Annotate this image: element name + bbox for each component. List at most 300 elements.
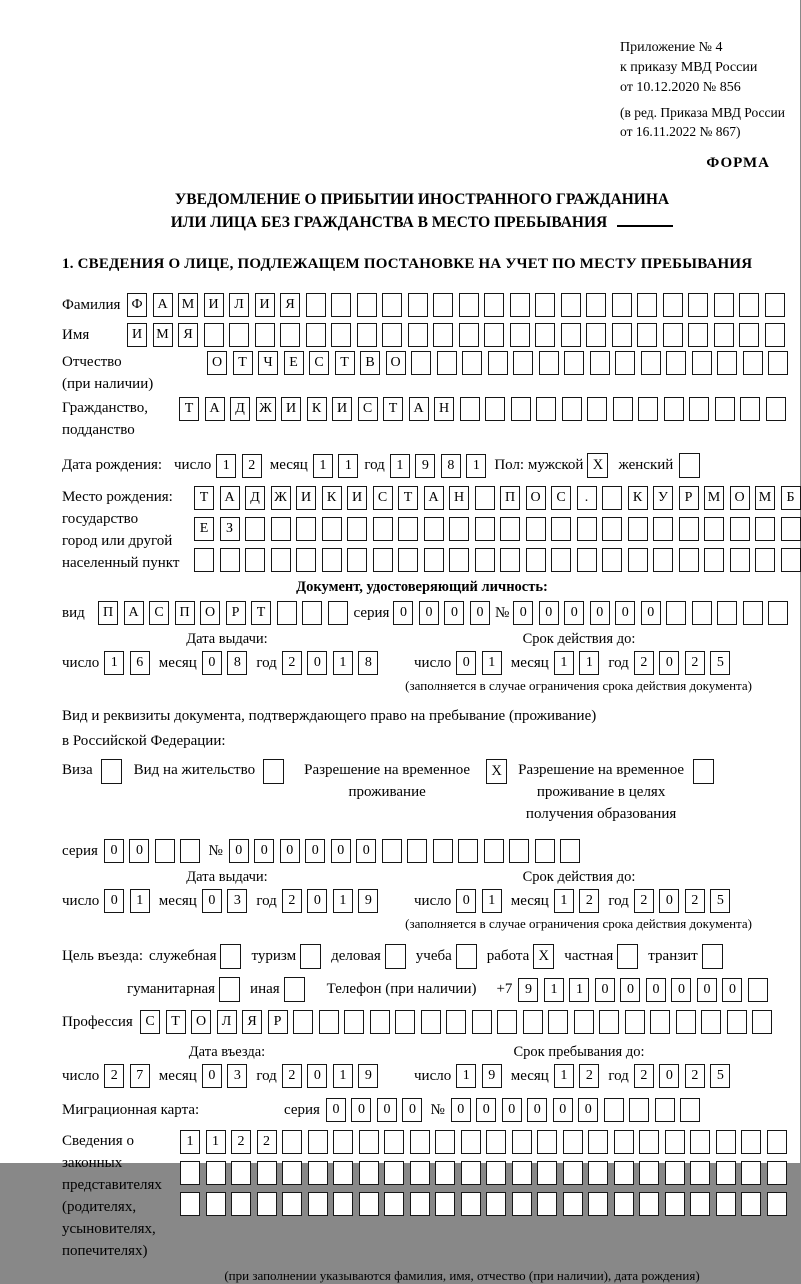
char-cell[interactable] (523, 1010, 543, 1034)
char-cell[interactable]: 1 (338, 454, 358, 478)
char-cell[interactable] (511, 397, 531, 421)
char-cell[interactable] (410, 1192, 430, 1216)
purpose-transit-checkbox[interactable] (702, 944, 723, 969)
char-cell[interactable] (333, 1130, 353, 1154)
char-cell[interactable] (308, 1192, 328, 1216)
char-cell[interactable] (384, 1192, 404, 1216)
char-cell[interactable] (462, 351, 482, 375)
char-cell[interactable] (359, 1161, 379, 1185)
char-cell[interactable] (384, 1161, 404, 1185)
char-cell[interactable] (535, 323, 555, 347)
char-cell[interactable] (614, 1192, 634, 1216)
char-cell[interactable]: 0 (419, 601, 439, 625)
char-cell[interactable] (384, 1130, 404, 1154)
char-cell[interactable] (535, 839, 555, 863)
char-cell[interactable] (458, 839, 478, 863)
char-cell[interactable]: 0 (307, 651, 327, 675)
char-cell[interactable] (717, 351, 737, 375)
residence-permit-checkbox[interactable] (263, 759, 284, 784)
char-cell[interactable] (382, 323, 402, 347)
char-cell[interactable]: И (127, 323, 147, 347)
char-cell[interactable]: 8 (441, 454, 461, 478)
char-cell[interactable]: 8 (358, 651, 378, 675)
char-cell[interactable]: 0 (444, 601, 464, 625)
char-cell[interactable] (727, 1010, 747, 1034)
char-cell[interactable] (625, 1010, 645, 1034)
temp-residence-education-checkbox[interactable] (693, 759, 714, 784)
char-cell[interactable]: Т (335, 351, 355, 375)
char-cell[interactable] (653, 548, 673, 572)
char-cell[interactable] (715, 397, 735, 421)
char-cell[interactable]: Н (434, 397, 454, 421)
char-cell[interactable] (308, 1130, 328, 1154)
char-cell[interactable] (577, 548, 597, 572)
purpose-official-checkbox[interactable] (220, 944, 241, 969)
char-cell[interactable] (588, 1192, 608, 1216)
char-cell[interactable]: 2 (634, 651, 654, 675)
char-cell[interactable] (526, 548, 546, 572)
char-cell[interactable] (615, 351, 635, 375)
char-cell[interactable] (296, 517, 316, 541)
char-cell[interactable]: Т (233, 351, 253, 375)
char-cell[interactable]: 0 (476, 1098, 496, 1122)
char-cell[interactable] (486, 1161, 506, 1185)
char-cell[interactable]: Е (194, 517, 214, 541)
char-cell[interactable] (614, 1161, 634, 1185)
char-cell[interactable] (730, 517, 750, 541)
char-cell[interactable] (781, 548, 801, 572)
char-cell[interactable]: Д (230, 397, 250, 421)
char-cell[interactable]: 1 (216, 454, 236, 478)
char-cell[interactable] (655, 1098, 675, 1122)
char-cell[interactable] (484, 293, 504, 317)
char-cell[interactable]: 0 (402, 1098, 422, 1122)
char-cell[interactable]: И (281, 397, 301, 421)
char-cell[interactable] (716, 1192, 736, 1216)
char-cell[interactable] (563, 1192, 583, 1216)
char-cell[interactable] (435, 1130, 455, 1154)
char-cell[interactable] (255, 323, 275, 347)
char-cell[interactable]: 1 (554, 651, 574, 675)
temp-residence-checkbox[interactable]: X (486, 759, 507, 784)
char-cell[interactable] (536, 397, 556, 421)
char-cell[interactable]: П (98, 601, 118, 625)
char-cell[interactable] (768, 601, 788, 625)
char-cell[interactable]: И (296, 486, 316, 510)
char-cell[interactable] (564, 351, 584, 375)
char-cell[interactable]: 0 (527, 1098, 547, 1122)
char-cell[interactable] (717, 601, 737, 625)
char-cell[interactable]: А (424, 486, 444, 510)
char-cell[interactable] (539, 351, 559, 375)
char-cell[interactable]: 2 (634, 1064, 654, 1088)
char-cell[interactable] (537, 1161, 557, 1185)
purpose-business-checkbox[interactable] (385, 944, 406, 969)
char-cell[interactable]: К (307, 397, 327, 421)
char-cell[interactable] (331, 293, 351, 317)
char-cell[interactable] (766, 397, 786, 421)
char-cell[interactable] (484, 839, 504, 863)
char-cell[interactable]: К (628, 486, 648, 510)
char-cell[interactable] (204, 323, 224, 347)
char-cell[interactable]: П (175, 601, 195, 625)
char-cell[interactable]: К (322, 486, 342, 510)
char-cell[interactable]: 5 (710, 889, 730, 913)
char-cell[interactable] (410, 1161, 430, 1185)
char-cell[interactable]: 0 (646, 978, 666, 1002)
char-cell[interactable] (461, 1161, 481, 1185)
char-cell[interactable] (639, 1192, 659, 1216)
char-cell[interactable] (421, 1010, 441, 1034)
visa-checkbox[interactable] (101, 759, 122, 784)
char-cell[interactable] (488, 351, 508, 375)
char-cell[interactable] (398, 517, 418, 541)
purpose-tourism-checkbox[interactable] (300, 944, 321, 969)
char-cell[interactable]: У (653, 486, 673, 510)
char-cell[interactable]: 1 (333, 651, 353, 675)
char-cell[interactable] (665, 1192, 685, 1216)
char-cell[interactable] (739, 323, 759, 347)
char-cell[interactable] (512, 1130, 532, 1154)
char-cell[interactable] (537, 1192, 557, 1216)
char-cell[interactable] (653, 517, 673, 541)
char-cell[interactable]: 1 (313, 454, 333, 478)
char-cell[interactable]: 0 (539, 601, 559, 625)
char-cell[interactable] (755, 517, 775, 541)
char-cell[interactable] (752, 1010, 772, 1034)
char-cell[interactable] (604, 1098, 624, 1122)
char-cell[interactable] (257, 1192, 277, 1216)
char-cell[interactable]: 2 (257, 1130, 277, 1154)
char-cell[interactable] (588, 1161, 608, 1185)
char-cell[interactable] (612, 323, 632, 347)
char-cell[interactable]: 0 (513, 601, 533, 625)
char-cell[interactable] (306, 293, 326, 317)
char-cell[interactable] (398, 548, 418, 572)
char-cell[interactable]: И (255, 293, 275, 317)
char-cell[interactable]: С (373, 486, 393, 510)
char-cell[interactable] (629, 1098, 649, 1122)
char-cell[interactable] (245, 517, 265, 541)
char-cell[interactable]: Р (226, 601, 246, 625)
char-cell[interactable]: М (153, 323, 173, 347)
char-cell[interactable]: С (140, 1010, 160, 1034)
char-cell[interactable] (704, 517, 724, 541)
char-cell[interactable]: 0 (620, 978, 640, 1002)
char-cell[interactable]: С (358, 397, 378, 421)
char-cell[interactable] (512, 1161, 532, 1185)
char-cell[interactable]: 1 (569, 978, 589, 1002)
char-cell[interactable]: О (207, 351, 227, 375)
char-cell[interactable] (574, 1010, 594, 1034)
char-cell[interactable]: 0 (470, 601, 490, 625)
char-cell[interactable] (781, 517, 801, 541)
char-cell[interactable] (410, 1130, 430, 1154)
char-cell[interactable]: 0 (326, 1098, 346, 1122)
char-cell[interactable] (740, 397, 760, 421)
char-cell[interactable]: 9 (358, 889, 378, 913)
char-cell[interactable]: 2 (579, 889, 599, 913)
char-cell[interactable]: . (577, 486, 597, 510)
char-cell[interactable]: 1 (333, 889, 353, 913)
char-cell[interactable] (271, 517, 291, 541)
char-cell[interactable] (433, 293, 453, 317)
char-cell[interactable] (561, 323, 581, 347)
char-cell[interactable] (347, 517, 367, 541)
char-cell[interactable]: Р (268, 1010, 288, 1034)
sex-female-checkbox[interactable] (679, 453, 700, 478)
char-cell[interactable] (714, 293, 734, 317)
char-cell[interactable]: Б (781, 486, 801, 510)
char-cell[interactable] (331, 323, 351, 347)
char-cell[interactable]: Р (679, 486, 699, 510)
char-cell[interactable] (461, 1192, 481, 1216)
char-cell[interactable]: 0 (356, 839, 376, 863)
char-cell[interactable] (588, 1130, 608, 1154)
char-cell[interactable]: 0 (502, 1098, 522, 1122)
char-cell[interactable] (206, 1192, 226, 1216)
char-cell[interactable]: Н (449, 486, 469, 510)
char-cell[interactable] (666, 351, 686, 375)
char-cell[interactable] (637, 323, 657, 347)
char-cell[interactable]: О (526, 486, 546, 510)
char-cell[interactable]: А (205, 397, 225, 421)
char-cell[interactable]: Л (217, 1010, 237, 1034)
char-cell[interactable] (296, 548, 316, 572)
char-cell[interactable] (373, 548, 393, 572)
char-cell[interactable]: Ф (127, 293, 147, 317)
char-cell[interactable]: 0 (377, 1098, 397, 1122)
char-cell[interactable]: 2 (282, 1064, 302, 1088)
char-cell[interactable] (768, 351, 788, 375)
char-cell[interactable] (277, 601, 297, 625)
char-cell[interactable]: 8 (227, 651, 247, 675)
char-cell[interactable] (692, 601, 712, 625)
char-cell[interactable] (680, 1098, 700, 1122)
char-cell[interactable] (561, 293, 581, 317)
char-cell[interactable]: 0 (254, 839, 274, 863)
char-cell[interactable] (688, 323, 708, 347)
char-cell[interactable]: С (149, 601, 169, 625)
char-cell[interactable]: 0 (456, 651, 476, 675)
char-cell[interactable]: Т (383, 397, 403, 421)
char-cell[interactable]: 0 (641, 601, 661, 625)
char-cell[interactable]: 0 (305, 839, 325, 863)
char-cell[interactable] (637, 293, 657, 317)
char-cell[interactable] (302, 601, 322, 625)
char-cell[interactable] (510, 323, 530, 347)
char-cell[interactable]: 1 (333, 1064, 353, 1088)
char-cell[interactable] (639, 1161, 659, 1185)
char-cell[interactable]: Я (280, 293, 300, 317)
char-cell[interactable]: 1 (104, 651, 124, 675)
char-cell[interactable] (743, 351, 763, 375)
char-cell[interactable] (333, 1192, 353, 1216)
char-cell[interactable] (526, 517, 546, 541)
char-cell[interactable]: 2 (579, 1064, 599, 1088)
char-cell[interactable] (308, 1161, 328, 1185)
char-cell[interactable] (433, 323, 453, 347)
char-cell[interactable]: 0 (659, 889, 679, 913)
char-cell[interactable]: 1 (579, 651, 599, 675)
char-cell[interactable]: 3 (227, 1064, 247, 1088)
char-cell[interactable]: 2 (685, 651, 705, 675)
char-cell[interactable] (485, 397, 505, 421)
char-cell[interactable] (475, 548, 495, 572)
char-cell[interactable] (641, 351, 661, 375)
char-cell[interactable] (551, 517, 571, 541)
char-cell[interactable] (370, 1010, 390, 1034)
char-cell[interactable]: 0 (456, 889, 476, 913)
char-cell[interactable] (229, 323, 249, 347)
char-cell[interactable] (716, 1161, 736, 1185)
char-cell[interactable] (206, 1161, 226, 1185)
char-cell[interactable] (271, 548, 291, 572)
char-cell[interactable] (741, 1130, 761, 1154)
char-cell[interactable] (509, 839, 529, 863)
char-cell[interactable] (602, 517, 622, 541)
char-cell[interactable]: 5 (710, 651, 730, 675)
char-cell[interactable] (359, 1192, 379, 1216)
char-cell[interactable]: 0 (393, 601, 413, 625)
char-cell[interactable]: М (704, 486, 724, 510)
char-cell[interactable]: 1 (482, 651, 502, 675)
char-cell[interactable] (282, 1161, 302, 1185)
char-cell[interactable] (194, 548, 214, 572)
char-cell[interactable]: Ж (271, 486, 291, 510)
purpose-other-checkbox[interactable] (284, 977, 305, 1002)
char-cell[interactable]: 1 (466, 454, 486, 478)
char-cell[interactable] (510, 293, 530, 317)
char-cell[interactable] (765, 293, 785, 317)
char-cell[interactable] (231, 1161, 251, 1185)
char-cell[interactable] (486, 1130, 506, 1154)
char-cell[interactable]: О (730, 486, 750, 510)
char-cell[interactable] (220, 548, 240, 572)
char-cell[interactable]: 6 (130, 651, 150, 675)
char-cell[interactable]: 0 (331, 839, 351, 863)
char-cell[interactable]: О (200, 601, 220, 625)
char-cell[interactable] (359, 1130, 379, 1154)
char-cell[interactable]: 0 (202, 889, 222, 913)
char-cell[interactable] (743, 601, 763, 625)
char-cell[interactable] (704, 548, 724, 572)
char-cell[interactable] (767, 1192, 787, 1216)
char-cell[interactable] (322, 548, 342, 572)
char-cell[interactable]: 2 (685, 889, 705, 913)
char-cell[interactable] (666, 601, 686, 625)
char-cell[interactable]: В (360, 351, 380, 375)
char-cell[interactable]: Я (242, 1010, 262, 1034)
char-cell[interactable] (472, 1010, 492, 1034)
char-cell[interactable]: З (220, 517, 240, 541)
char-cell[interactable]: 0 (351, 1098, 371, 1122)
char-cell[interactable]: П (500, 486, 520, 510)
char-cell[interactable]: 0 (229, 839, 249, 863)
char-cell[interactable] (690, 1161, 710, 1185)
char-cell[interactable] (433, 839, 453, 863)
char-cell[interactable] (602, 486, 622, 510)
char-cell[interactable]: И (204, 293, 224, 317)
char-cell[interactable] (676, 1010, 696, 1034)
char-cell[interactable] (639, 1130, 659, 1154)
char-cell[interactable] (382, 839, 402, 863)
char-cell[interactable] (461, 1130, 481, 1154)
char-cell[interactable] (449, 517, 469, 541)
char-cell[interactable]: 0 (615, 601, 635, 625)
purpose-private-checkbox[interactable] (617, 944, 638, 969)
char-cell[interactable]: 9 (415, 454, 435, 478)
char-cell[interactable] (257, 1161, 277, 1185)
char-cell[interactable] (755, 548, 775, 572)
char-cell[interactable]: 0 (202, 651, 222, 675)
char-cell[interactable] (537, 1130, 557, 1154)
char-cell[interactable] (548, 1010, 568, 1034)
char-cell[interactable] (628, 548, 648, 572)
char-cell[interactable] (613, 397, 633, 421)
char-cell[interactable]: 2 (104, 1064, 124, 1088)
char-cell[interactable] (535, 293, 555, 317)
char-cell[interactable] (586, 323, 606, 347)
char-cell[interactable] (587, 397, 607, 421)
char-cell[interactable] (692, 351, 712, 375)
char-cell[interactable]: 0 (671, 978, 691, 1002)
char-cell[interactable]: О (191, 1010, 211, 1034)
char-cell[interactable] (714, 323, 734, 347)
char-cell[interactable] (231, 1192, 251, 1216)
char-cell[interactable] (344, 1010, 364, 1034)
char-cell[interactable]: Т (179, 397, 199, 421)
char-cell[interactable]: Ч (258, 351, 278, 375)
char-cell[interactable] (663, 323, 683, 347)
char-cell[interactable] (741, 1161, 761, 1185)
char-cell[interactable] (650, 1010, 670, 1034)
char-cell[interactable]: 1 (554, 889, 574, 913)
char-cell[interactable] (500, 548, 520, 572)
char-cell[interactable] (282, 1192, 302, 1216)
char-cell[interactable] (306, 323, 326, 347)
char-cell[interactable] (460, 397, 480, 421)
char-cell[interactable] (282, 1130, 302, 1154)
char-cell[interactable] (690, 1130, 710, 1154)
char-cell[interactable] (688, 293, 708, 317)
char-cell[interactable]: Т (398, 486, 418, 510)
char-cell[interactable] (449, 548, 469, 572)
char-cell[interactable] (551, 548, 571, 572)
char-cell[interactable]: Д (245, 486, 265, 510)
char-cell[interactable] (513, 351, 533, 375)
purpose-humanitarian-checkbox[interactable] (219, 977, 240, 1002)
char-cell[interactable] (155, 839, 175, 863)
char-cell[interactable] (484, 323, 504, 347)
char-cell[interactable]: Т (194, 486, 214, 510)
char-cell[interactable]: С (309, 351, 329, 375)
char-cell[interactable]: Т (166, 1010, 186, 1034)
char-cell[interactable] (599, 1010, 619, 1034)
char-cell[interactable] (411, 351, 431, 375)
char-cell[interactable] (245, 548, 265, 572)
char-cell[interactable]: С (551, 486, 571, 510)
char-cell[interactable]: 2 (685, 1064, 705, 1088)
char-cell[interactable]: 0 (104, 889, 124, 913)
char-cell[interactable]: 0 (578, 1098, 598, 1122)
char-cell[interactable] (586, 293, 606, 317)
char-cell[interactable] (437, 351, 457, 375)
char-cell[interactable]: 0 (202, 1064, 222, 1088)
sex-male-checkbox[interactable]: X (587, 453, 608, 478)
char-cell[interactable] (180, 1161, 200, 1185)
char-cell[interactable]: 0 (722, 978, 742, 1002)
